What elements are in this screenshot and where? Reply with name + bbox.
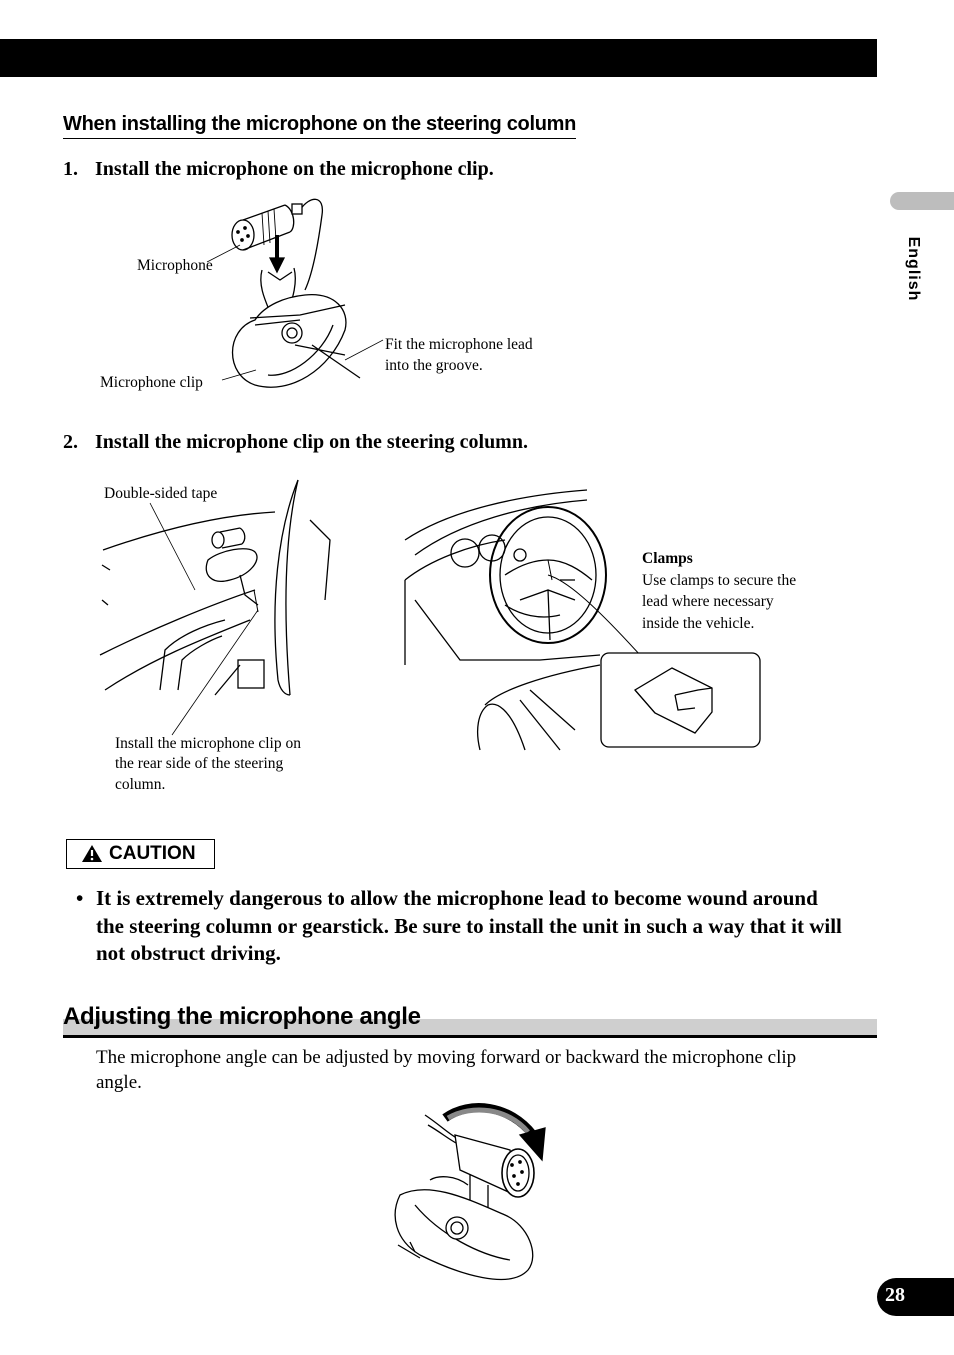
page-number: 28 <box>885 1284 905 1306</box>
step-text: Install the microphone clip on the steering column. <box>95 431 528 453</box>
adjust-text: The microphone angle can be adjusted by moving forward or backward the microphone clip angle. <box>96 1047 797 1093</box>
step-text: Install the microphone on the microphone clip. <box>95 158 494 180</box>
bullet-icon: • <box>76 886 84 910</box>
step-number: 1. <box>63 158 78 180</box>
label-clamps-1: Use clamps to secure the <box>642 572 797 589</box>
label-install-3: column. <box>115 776 166 793</box>
label-groove-2: into the groove. <box>385 357 483 374</box>
label-microphone: Microphone <box>137 257 213 274</box>
label-microphone-clip: Microphone clip <box>100 374 203 391</box>
label-clamps-2: lead where necessary <box>642 593 774 610</box>
language-label: English <box>905 236 922 302</box>
label-groove-1: Fit the microphone lead <box>385 336 533 353</box>
label-double-sided-tape: Double-sided tape <box>104 485 218 502</box>
adjust-heading: Adjusting the microphone angle <box>63 1003 421 1030</box>
step-number: 2. <box>63 431 78 453</box>
label-clamps-3: inside the vehicle. <box>642 615 755 632</box>
label-install-2: the rear side of the steering <box>115 755 284 772</box>
caution-text: It is extremely dangerous to allow the microphone lead to become wound around the steering column or gearstick. Be sure to install the unit in such a way that it will not obstruct driving. <box>96 886 842 965</box>
caution-label: CAUTION <box>109 843 196 864</box>
label-clamps-title: Clamps <box>642 550 693 567</box>
label-install-1: Install the microphone clip on <box>115 735 301 752</box>
section-heading: When installing the microphone on the steering column <box>63 113 576 139</box>
page-number-badge <box>877 1278 954 1316</box>
